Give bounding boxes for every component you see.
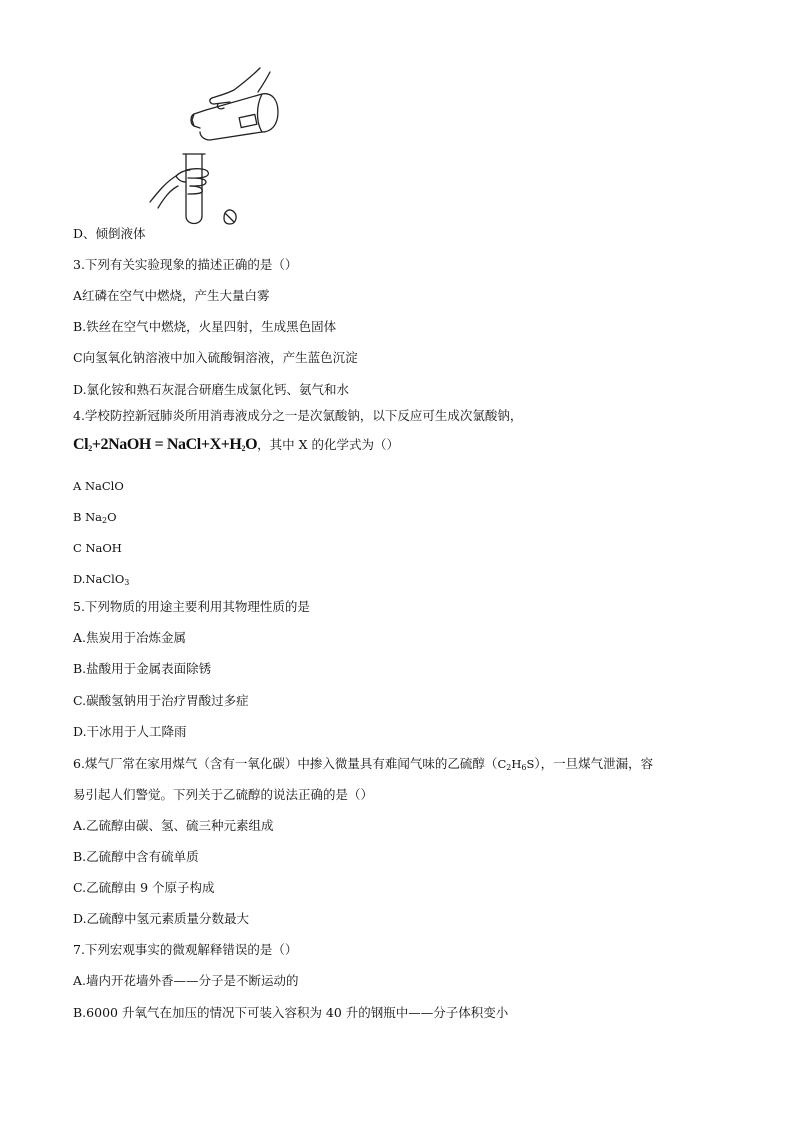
ethanethiol-formula: $C_2H_6S$ <box>497 757 535 772</box>
question-6-stem-line-2: 易引起人们警觉。下列关于乙硫醇的说法正确的是（） <box>73 787 374 802</box>
question-4-option-b: B $Na_2O$ <box>73 510 117 525</box>
question-4-stem: 4.学校防控新冠肺炎所用消毒液成分之一是次氯酸钠，以下反应可生成次氯酸钠， <box>73 408 523 423</box>
question-4-equation-line <box>73 437 399 457</box>
question-4-option-a: A NaClO <box>73 479 124 493</box>
question-6-option-d: D.乙硫醇中氢元素质量分数最大 <box>73 911 250 926</box>
question-6-option-c: C.乙硫醇由 9 个原子构成 <box>73 880 215 895</box>
question-6-stem: 6.煤气厂常在家用煤气（含有一氧化碳）中掺入微量具有难闻气味的乙硫醇$(C_2H_6S)$，一旦煤气泄漏，容 <box>73 756 654 772</box>
pouring-liquid-into-test-tube-icon <box>148 66 288 232</box>
question-6-option-a: A.乙硫醇由碳、氢、硫三种元素组成 <box>73 818 274 833</box>
question-3-option-c: C向氢氧化钠溶液中加入硫酸铜溶液，产生蓝色沉淀 <box>73 350 358 365</box>
question-5-stem: 5.下列物质的用途主要利用其物理性质的是 <box>73 599 310 614</box>
question-7-option-b: B.6000 升氧气在加压的情况下可装入容积为 40 升的钢瓶中——分子体积变小 <box>73 1005 509 1020</box>
question-5-option-a: A.焦炭用于冶炼金属 <box>73 630 187 645</box>
question-3-option-d: D.氯化铵和熟石灰混合研磨生成氯化钙、氨气和水 <box>73 382 350 397</box>
option-d-pour-liquid: D、倾倒液体 <box>73 226 146 241</box>
question-6-option-b: B.乙硫醇中含有硫单质 <box>73 849 199 864</box>
question-3-option-b: B.铁丝在空气中燃烧，火星四射，生成黑色固体 <box>73 319 337 334</box>
question-3-stem: 3.下列有关实验现象的描述正确的是（） <box>73 257 298 272</box>
question-7-stem: 7.下列宏观事实的微观解释错误的是（） <box>73 942 298 957</box>
question-5-option-b: B.盐酸用于金属表面除锈 <box>73 661 212 676</box>
question-4-option-c: C NaOH <box>73 541 122 555</box>
question-4-option-d: D.NaClO$_3$ <box>73 572 130 587</box>
question-3-option-a: A红磷在空气中燃烧，产生大量白雾 <box>73 288 270 303</box>
question-5-option-d: D.干冰用于人工降雨 <box>73 724 187 739</box>
question-4-tail: ，其中 X 的化学式为（） <box>257 437 399 452</box>
chemical-equation: $Cl_2+2NaOH$ = $NaCl+X+H_2O$ <box>73 436 258 453</box>
question-5-option-c: C.碳酸氢钠用于治疗胃酸过多症 <box>73 693 249 708</box>
question-7-option-a: A.墙内开花墙外香——分子是不断运动的 <box>73 973 299 988</box>
